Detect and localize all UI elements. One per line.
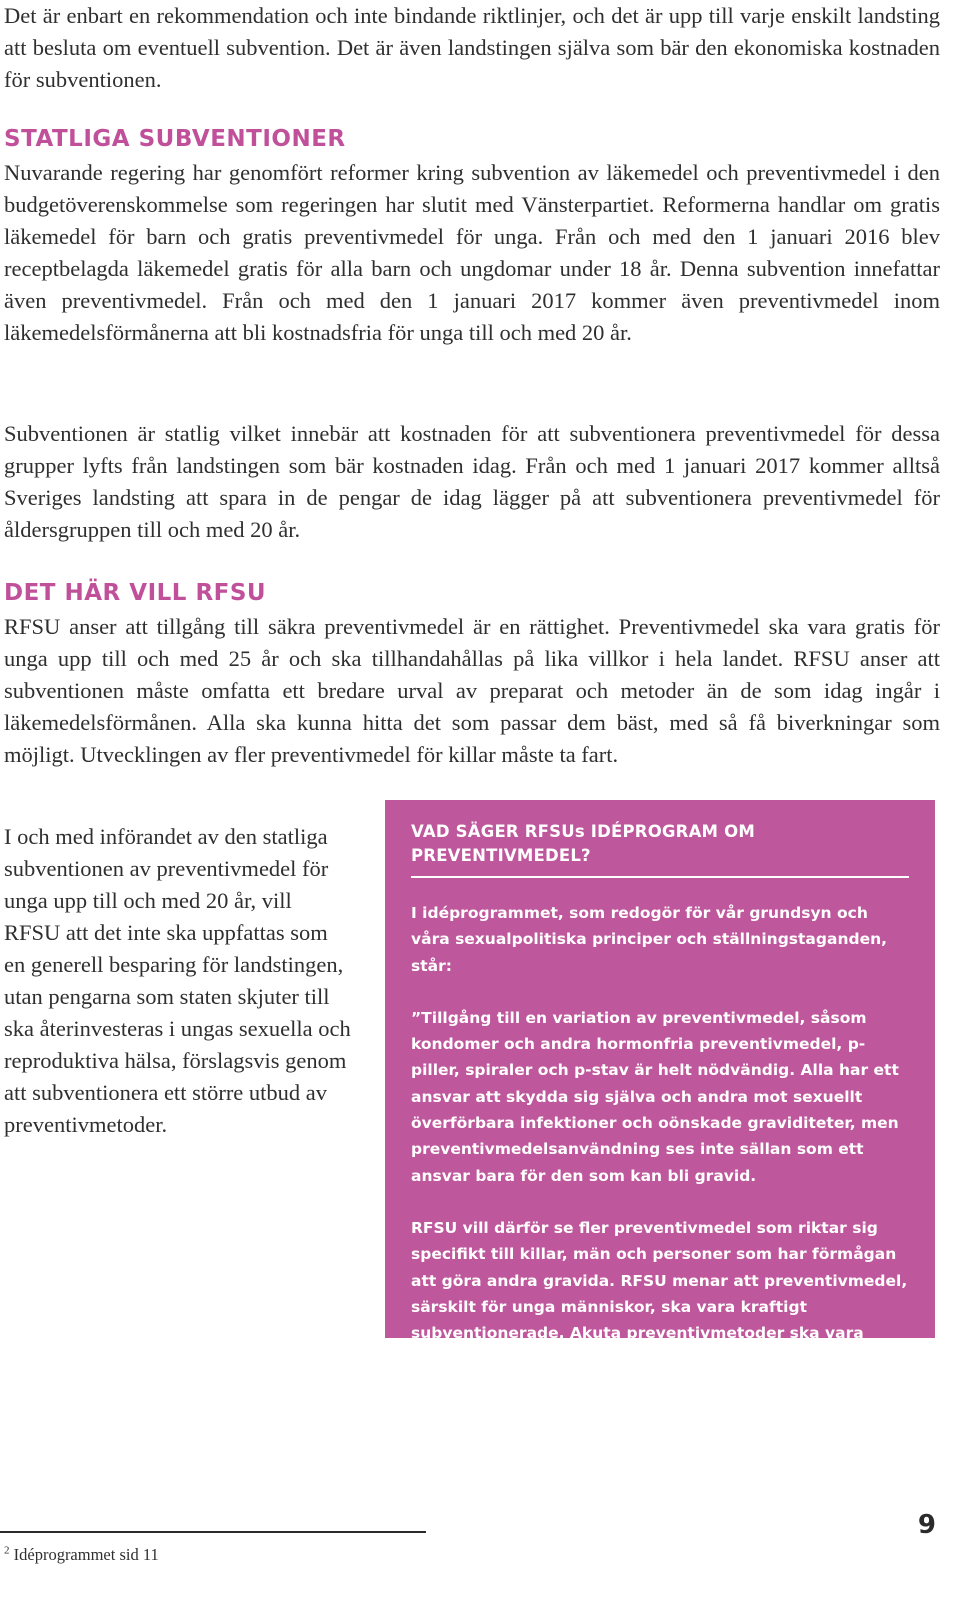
ideprogram-fact-box <box>385 800 935 1369</box>
fact-box-intro: I idéprogrammet, som redogör för vår grundsyn och våra sexualpolitiska principer och ställningstaganden, står: <box>411 904 888 975</box>
footnote-divider <box>0 1531 426 1533</box>
fact-box-quote-1: ”Tillgång till en variation av preventivmedel, såsom kondomer och andra hormonfria preventivmedel, p-piller, spiraler och p-stav är helt nödvändig. Alla har ett ansvar att skydda sig själva och andra mot sexuellt överförbara infektioner och oönskade graviditeter, men preventivmedelsanvändning ses inte sällan som ett ansvar bara för den som kan bli gravid. <box>411 1008 899 1185</box>
fact-box-title: VAD SÄGER RFSUs IDÉPROGRAM OM PREVENTIVMEDEL? <box>411 820 909 878</box>
footnote-reference: 2 <box>478 1350 486 1362</box>
statliga-paragraph-1: Nuvarande regering har genomfört reformer kring subvention av läkemedel och preventivmedel i den budgetöverenskommelse som regeringen har slutit med Vänsterpartiet. Reformerna handlar om gratis läkemedel för barn och gratis preventivmedel för unga. Från och med den 1 januari 2016 blev receptbelagda läkemedel gratis för alla barn och ungdomar under 18 år. Denna subvention innefattar även preventivmedel. Från och med den 1 januari 2017 kommer även preventivmedel inom läkemedelsförmånerna att bli kostnadsfria för unga till och med 20 år. <box>4 160 940 345</box>
det-har-vill-rfsu-heading: DET HÄR VILL RFSU <box>4 580 267 606</box>
footnote-text: Idéprogrammet sid 11 <box>13 1545 159 1564</box>
fact-box-quote-2 <box>411 1215 909 1373</box>
footnote <box>4 1544 159 1566</box>
statliga-paragraph-2: Subventionen är statlig vilket innebär att kostnaden för att subventionera preventivmedel för dessa grupper lyfts från landstingen som bär kostnaden idag. Från och med 1 januari 2017 kommer alltså Sveriges landsting att spara in de pengar de idag lägger på att subventionera preventivmedel för åldersgruppen till och med 20 år. <box>4 421 940 542</box>
page-number: 9 <box>917 1510 936 1540</box>
intro-paragraph: Det är enbart en rekommendation och inte bindande riktlinjer, och det är upp till varje enskilt landsting att besluta om eventuell subvention. Det är även landstingen själva som bär den ekonomiska kostnaden för subventionen. <box>4 3 940 92</box>
rfsu-column-paragraph: I och med införandet av den statliga subventionen av preventivmedel för unga upp till och med 20 år, vill RFSU att det inte ska uppfattas som en generell besparing för landstingen, utan pengarna som staten skjuter till ska återinvesteras i ungas sexuella och reproduktiva hälsa, förslagsvis genom att subventionera ett större utbud av preventivmetoder. <box>4 824 351 1137</box>
rfsu-paragraph: RFSU anser att tillgång till säkra preventivmedel är en rättighet. Preventivmedel ska vara gratis för unga upp till och med 25 år och ska tillhandahållas på lika villkor i hela landet. RFSU anser att subventionen måste omfatta ett bredare urval av preparat och metoder än de som idag ingår i läkemedelsförmånen. Alla ska kunna hitta det som passar dem bäst, med så få biverkningar som möjligt. Utvecklingen av fler preventivmedel för killar måste ta fart. <box>4 614 940 767</box>
statliga-subventioner-heading: STATLIGA SUBVENTIONER <box>4 126 346 152</box>
footnote-mark: 2 <box>4 1544 10 1557</box>
fact-box-quote-2-text: RFSU vill därför se fler preventivmedel som riktar sig specifikt till killar, män och personer som har förmågan att göra andra gravida. RFSU menar att preventivmedel, särskilt för unga människor, ska vara kraftigt subventionerade. Akuta preventivmetoder ska vara gratis.” <box>411 1218 908 1369</box>
